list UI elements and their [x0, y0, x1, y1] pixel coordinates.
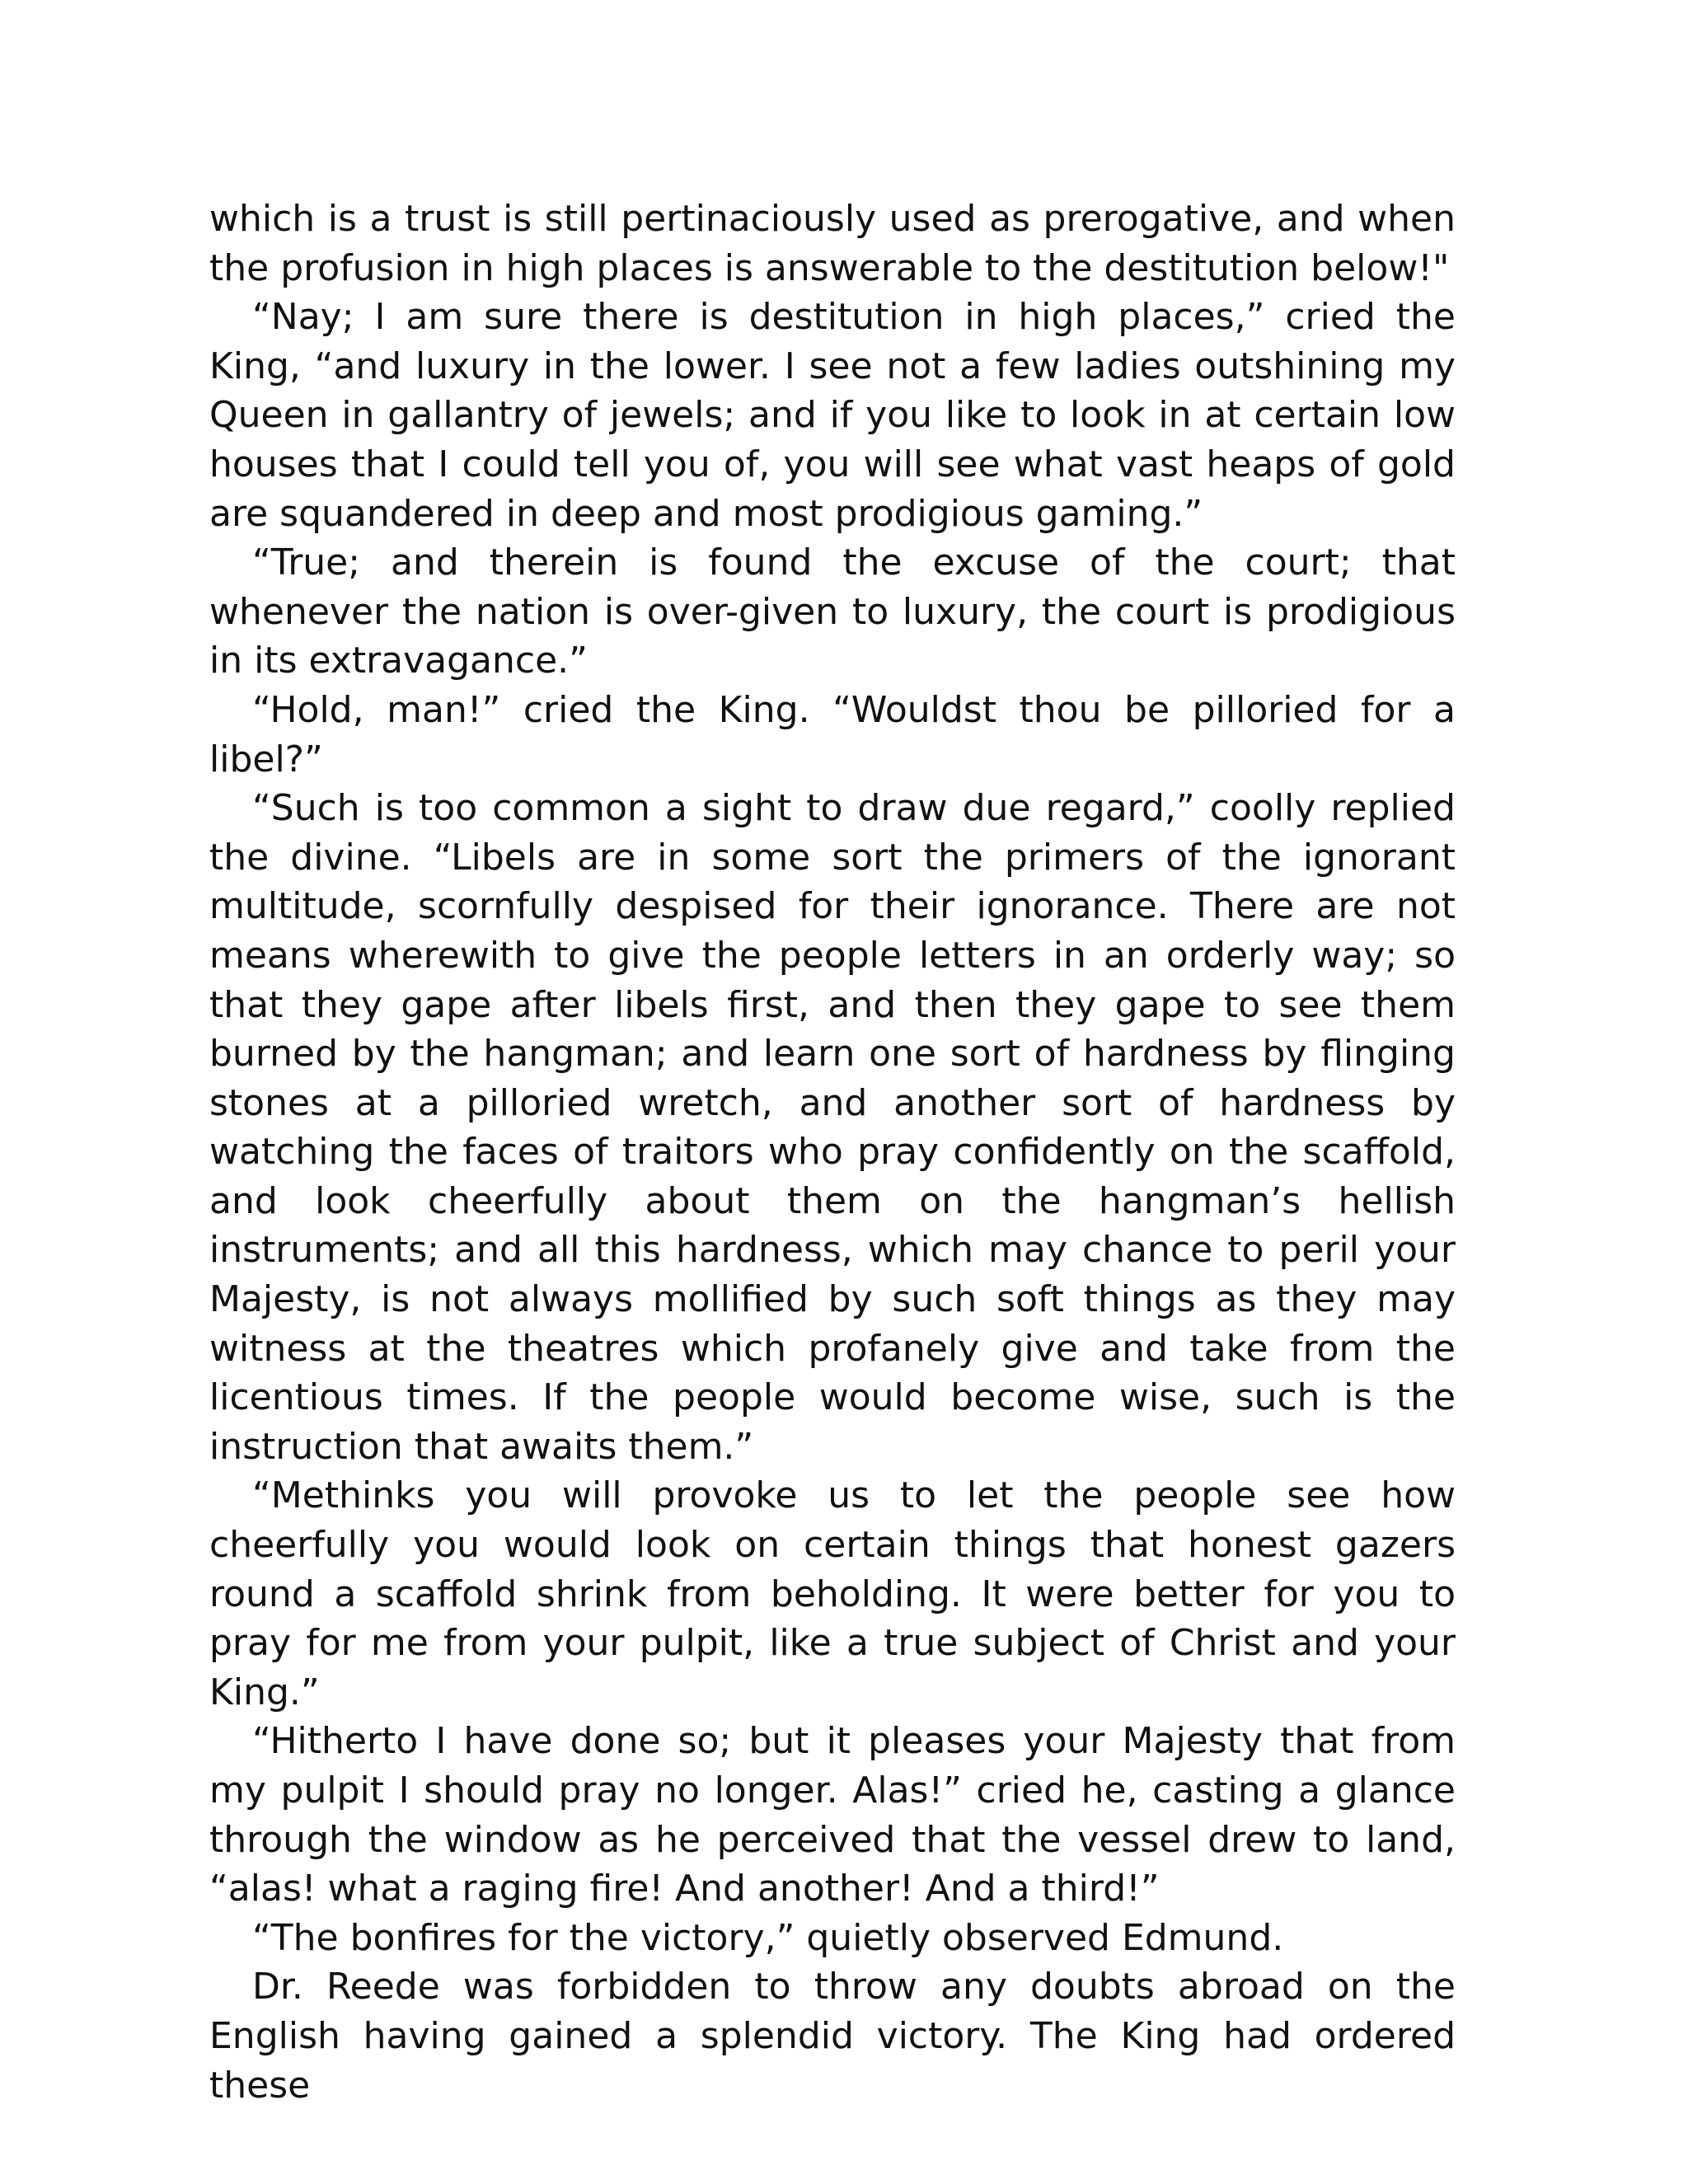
body-text	[209, 194, 1456, 2110]
paragraph-7: “Hitherto I have done so; but it pleases your Majesty that from my pulpit I should pray no longer. Alas!” cried he, casting a glance through the window as he perceived that the vessel drew to land, “alas! what a raging fire! And another! And a third!”	[209, 1720, 1456, 1910]
paragraph-9: Dr. Reede was forbidden to throw any doubts abroad on the English having gained a splendid victory. The King had ordered these	[209, 1966, 1456, 2107]
paragraph-2: “Nay; I am sure there is destitution in high places,” cried the King, “and luxury in the lower. I see not a few ladies outshining my Queen in gallantry of jewels; and if you like to look in at certain low houses that I could tell you of, you will see what vast heaps of gold are squandered in deep and most prodigious gaming.”	[209, 296, 1456, 535]
paragraph-8: “The bonfires for the victory,” quietly observed Edmund.	[252, 1916, 1284, 1959]
paragraph-6: “Methinks you will provoke us to let the people see how cheerfully you would look on certain things that honest gazers round a scaffold shrink from beholding. It were better for you to pray for me from your pulpit, like a true subject of Christ and your King.”	[209, 1474, 1456, 1713]
paragraph-1: which is a trust is still pertinaciously used as prerogative, and when the profusion in high places is answerable to the destitution below!"	[209, 198, 1456, 289]
paragraph-4: “Hold, man!” cried the King. “Wouldst thou be pilloried for a libel?”	[209, 688, 1456, 780]
paragraph-5: “Such is too common a sight to draw due regard,” coolly replied the divine. “Libels are in some sort the primers of the ignorant multitude, scornfully despised for their ignorance. There are not means wherewith to give the people letters in an orderly way; so that they gape after libels first, and then they gape to see them burned by the hangman; and learn one sort of hardness by flinging stones at a pilloried wretch, and another sort of hardness by watching the faces of traitors who pray confidently on the scaffold, and look cheerfully about them on the hangman’s hellish instruments; and all this hardness, which may chance to peril your Majesty, is not always mollified by such soft things as they may witness at the theatres which profanely give and take from the licentious times. If the people would become wise, such is the instruction that awaits them.”	[209, 787, 1456, 1468]
paragraph-3: “True; and therein is found the excuse of the court; that whenever the nation is over-given to luxury, the court is prodigious in its extravagance.”	[209, 541, 1456, 682]
